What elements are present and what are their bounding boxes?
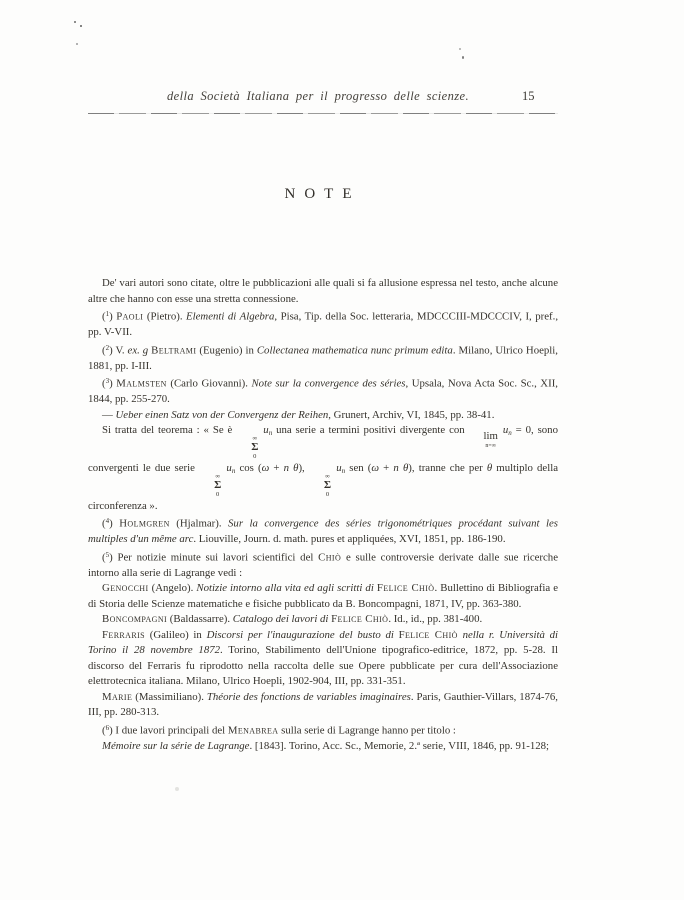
text-segment: Sur la convergence des séries trigonométriques procédant suivant les multiples d'un même arc [88, 517, 559, 546]
text-segment: ω [261, 461, 270, 474]
text-segment: n [231, 466, 236, 475]
text-segment: n [283, 461, 289, 474]
text-segment: Collectanea mathematica nunc primum edita [256, 344, 453, 356]
text-segment: Felice Chiò [376, 582, 435, 595]
text-segment: + [269, 461, 284, 474]
paragraph [88, 408, 558, 424]
text-segment: e sulle controversie derivate dalle sue ricerche intorno alla serie di Lagrange vedi : [88, 551, 559, 579]
text-segment: . Liouville, Journ. d. math. pures et appliquées, XVI, 1851, pp. 186-190. [193, 533, 506, 546]
text-segment: = 0, sono convergenti le due serie [88, 424, 558, 474]
text-segment: Boncompagni [102, 613, 168, 626]
text-segment: 4 [105, 517, 110, 526]
text-segment: (Pietro). [143, 310, 187, 323]
scan-speck [76, 43, 78, 45]
text-segment: Genocchi [102, 582, 149, 595]
paragraph [88, 612, 558, 628]
text-segment: θ [293, 461, 299, 474]
text-segment: ω [371, 461, 380, 474]
running-title: della Società Italiana per il progresso delle scienze. [166, 89, 470, 103]
text-segment: (Galileo) in [145, 628, 207, 641]
text-segment: , Grunert, Archiv, VI, 1845, pp. 38-41. [328, 408, 495, 421]
text-segment: ( [102, 344, 106, 356]
paragraph [88, 276, 558, 307]
text-segment: n [508, 429, 512, 437]
text-segment: ( [102, 377, 106, 390]
text-segment: . Torino, Stabilimento dell'Unione tipografico-editrice, 1872, pp. 5-28. Il discorso del Ferraris fu riprodotto nella raccolta delle sue Opere pubblicate per cura dell'Associazione elettrotecnica italiana. Milano, Ulrico Hoepli, 1902-904, III, pp. 331-351. [88, 644, 558, 688]
text-segment: Ferraris [102, 628, 145, 641]
summation-symbol: ∞ Σ 0 [251, 435, 259, 461]
text-segment: Théorie des fonctions de variables imaginaires [206, 690, 411, 703]
page-number: 15 [522, 89, 535, 103]
text-segment: . Milano, Ulrico Hoepli, 1881, pp. I-III. [88, 344, 558, 372]
scan-speck [74, 21, 76, 23]
text-segment: ) V. [109, 344, 128, 356]
text-segment: Elementi di Algebra [186, 310, 275, 323]
text-segment: . Bullettino di Bibliografia e di Storia delle Scienze matematiche e fisiche pubblicato da B. Boncompagni, 1871, IV, pp. 363-380. [88, 582, 559, 610]
text-segment: ) Per notizie minute sui lavori scientifici del [109, 551, 319, 564]
text-segment: Mémoire sur la série de Lagrange [102, 739, 250, 752]
text-segment: ), [298, 461, 309, 474]
paragraph [88, 548, 558, 582]
section-title: NOTE [284, 186, 361, 202]
text-segment: (Eugenio) in [196, 344, 257, 356]
summation-symbol: ∞ Σ 0 [323, 472, 332, 499]
text-segment: (Angelo). [148, 582, 197, 595]
text-segment: ex. g [127, 344, 149, 356]
text-segment: (Carlo Giovanni). [166, 377, 252, 390]
text-segment: , Upsala, Nova Acta Soc. Sc., XII, 1844, pp. 255-270. [88, 377, 558, 405]
text-segment: ( [102, 724, 106, 737]
paragraph [88, 307, 558, 341]
text-segment: u [502, 424, 509, 436]
paragraph [88, 739, 558, 755]
text-segment: u [263, 424, 269, 436]
header-rule [88, 113, 558, 114]
text-segment: Menabrea [227, 724, 279, 737]
text-segment: sulla serie di Lagrange hanno per titolo : [278, 724, 456, 737]
text-segment: Notizie intorno alla vita ed agli scritti di [196, 582, 374, 595]
text-segment: Marie [102, 690, 133, 703]
notes-text [88, 276, 558, 754]
paragraph [88, 690, 558, 721]
text-segment: u [336, 461, 342, 474]
scan-speck [459, 48, 461, 50]
text-segment: sen ( [345, 461, 372, 474]
text-segment: Ueber einen Satz von der Convergenz der Reihen [115, 408, 329, 421]
text-segment: u [226, 461, 232, 474]
text-segment: (Hjalmar). [169, 517, 229, 530]
text-segment: ) [109, 310, 117, 323]
text-segment: ( [102, 310, 106, 323]
scan-speck [175, 787, 179, 791]
text-segment: una serie a termini positivi divergente con [272, 424, 469, 436]
text-segment: ) [109, 377, 117, 390]
text-segment: Discorsi per l'inaugurazione del busto di [206, 628, 394, 641]
text-segment: ( [102, 517, 106, 530]
text-segment: , Pisa, Tip. della Soc. letteraria, MDCCCIII-MDCCCIV, I, pref., pp. V-VII. [88, 310, 559, 338]
text-segment: Chiò [318, 551, 342, 564]
text-segment: (Baldassarre). [167, 613, 233, 626]
text-segment: ( [102, 551, 106, 564]
text-segment: Felice Chiò [398, 628, 458, 641]
text-segment: multiplo della circonferenza ». [88, 461, 559, 512]
text-segment: Felice Chiò [331, 613, 389, 626]
paragraph [88, 341, 558, 375]
paragraph [88, 721, 558, 739]
paragraph [88, 514, 558, 548]
text-segment: 5 [105, 550, 110, 559]
text-segment: . Paris, Gauthier-Villars, 1874-76, III, pp. 280-313. [88, 690, 558, 719]
text-segment: ) I due lavori principali del [109, 724, 228, 737]
paragraph [88, 581, 558, 612]
scan-speck [462, 56, 464, 59]
summation-symbol: ∞ Σ 0 [214, 472, 222, 499]
text-segment: Catalogo dei lavori di [232, 613, 329, 626]
text-segment: De' vari autori sono citate, oltre le pubblicazioni alle quali si fa allusione espressa nel testo, anche alcune altre che hanno con esse una stretta connessione. [88, 277, 558, 305]
text-segment: Si tratta del teorema : « Se è [102, 424, 237, 436]
text-segment: θ [402, 461, 409, 474]
text-segment: ), tranne che per [408, 461, 487, 474]
text-segment: n [268, 429, 273, 437]
text-segment: (Massimiliano). [132, 690, 207, 703]
text-segment: 2 [105, 343, 110, 352]
text-segment: — [102, 408, 116, 421]
text-segment: Note sur la convergence des séries [251, 377, 406, 390]
text-segment: θ [486, 461, 493, 474]
scan-speck [80, 25, 82, 27]
text-segment: Beltrami [151, 344, 197, 356]
text-segment: 1 [105, 310, 110, 318]
paragraph [88, 628, 558, 690]
paragraph [88, 423, 558, 514]
text-segment: . Id., id., pp. 381-400. [388, 613, 483, 626]
text-segment: 3 [105, 377, 110, 385]
text-segment: Paoli [116, 310, 144, 323]
text-segment: n [341, 466, 346, 475]
text-segment: 6 [105, 723, 110, 732]
text-segment: cos ( [235, 461, 262, 474]
text-segment: n [393, 461, 399, 474]
paragraph [88, 374, 558, 408]
text-segment: . [1843]. Torino, Acc. Sc., Memorie, 2.ª serie, VIII, 1846, pp. 91-128; [249, 739, 550, 752]
limit-symbol: lim n=∞ [483, 430, 498, 449]
text-segment: ) [109, 517, 120, 530]
text-segment: Malmsten [116, 377, 167, 390]
text-segment: Holmgren [119, 517, 170, 530]
text-segment: + [379, 461, 394, 474]
text-segment: nella r. Università di Torino il 28 novembre 1872 [88, 628, 559, 657]
